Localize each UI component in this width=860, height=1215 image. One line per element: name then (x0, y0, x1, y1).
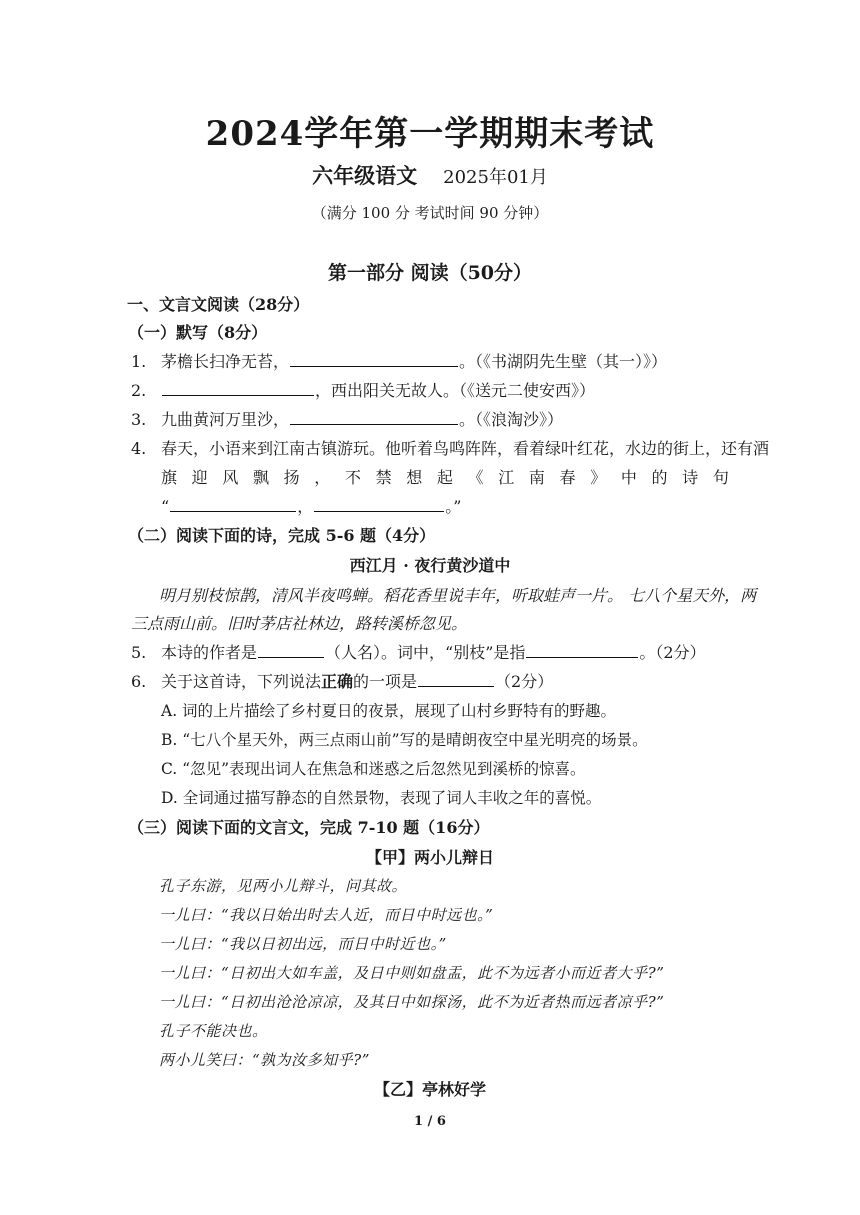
char: 的 (651, 468, 668, 487)
option-a: A. 词的上片描绘了乡村夏日的夜景，展现了山村乡野特有的野趣。 (161, 702, 617, 720)
char: 江 (498, 468, 515, 487)
question-text: 九曲黄河万里沙， (161, 410, 290, 429)
classical-text-line: 一儿曰：“日初出沧沧凉凉，及其日中如探汤，此不为近者热而远者凉乎?” (159, 993, 665, 1011)
answer-blank[interactable] (314, 497, 444, 512)
classical-text-line: 孔子不能决也。 (159, 1022, 268, 1040)
option-d: D. 全词通过描写静态的自然景物，表现了词人丰收之年的喜悦。 (161, 789, 602, 807)
char: 风 (222, 468, 239, 487)
question-number: 2. (131, 381, 147, 400)
char: 《 (467, 468, 484, 487)
subsection-heading: （三）阅读下面的文言文，完成 7-10 题（16分） (128, 818, 490, 837)
answer-blank[interactable] (170, 497, 296, 512)
answer-blank[interactable] (258, 643, 324, 658)
question-number: 6. (131, 672, 147, 691)
question-2 (131, 378, 595, 401)
char: 迎 (191, 468, 208, 487)
question-number: 5. (131, 643, 147, 662)
char: 旗 (161, 468, 178, 487)
emphasis-text: 正确 (321, 672, 354, 691)
subject-label: 六年级语文 (312, 163, 418, 188)
part-heading: 第一部分 阅读（50分） (327, 262, 533, 284)
answer-blank[interactable] (418, 672, 494, 687)
punctuation: ， (297, 497, 314, 516)
char: 春 (559, 468, 576, 487)
question-text: 关于这首诗，下列说法 (161, 672, 322, 691)
poem-line: 明月别枝惊鹊，清风半夜鸣蝉。稻花香里说丰年，听取蛙声一片。 七八个星天外，两 (159, 586, 757, 605)
question-4 (131, 436, 769, 459)
subsection-heading: （一）默写（8分） (128, 323, 268, 342)
question-number: 1. (131, 352, 147, 371)
poem-line: 三点雨山前。旧时茅店社林边，路转溪桥忽见。 (131, 614, 468, 633)
char: 扬 (283, 468, 300, 487)
char: ， (314, 468, 331, 487)
section-heading: 一、文言文阅读（28分） (127, 295, 310, 314)
question-text: ，西出阳关无故人。（《送元二使安西》） (315, 381, 596, 400)
char: 禁 (375, 468, 392, 487)
subsection-heading: （二）阅读下面的诗，完成 5-6 题（4分） (128, 526, 436, 545)
question-4-line2 (161, 465, 729, 488)
question-5 (131, 640, 706, 663)
option-c: C. “忽见”表现出词人在焦急和迷惑之后忽然见到溪桥的惊喜。 (161, 760, 586, 778)
question-score: （2分） (495, 672, 554, 691)
char: 想 (406, 468, 423, 487)
question-text: 茅檐长扫净无苔， (161, 352, 290, 371)
text-title-jia: 【甲】两小儿辩日 (365, 848, 494, 867)
answer-blank[interactable] (290, 352, 458, 367)
answer-blank[interactable] (526, 643, 638, 658)
page-number: 1 / 6 (414, 1114, 446, 1129)
question-source: 。（《书湖阴先生壁（其一）》） (459, 352, 668, 371)
punctuation: 。” (445, 497, 462, 516)
text-title-yi: 【乙】亭林好学 (373, 1080, 486, 1099)
char: 中 (620, 468, 637, 487)
char: 起 (436, 468, 453, 487)
answer-blank[interactable] (290, 410, 458, 425)
exam-date: 2025年01月 (443, 167, 548, 188)
question-4-line3 (161, 494, 461, 517)
question-text: （人名）。词中，“别枝”是指 (325, 643, 526, 662)
char: 》 (590, 468, 607, 487)
quote-mark: “ (161, 497, 170, 516)
question-text: 春天，小语来到江南古镇游玩。他听着鸟鸣阵阵，看着绿叶红花，水边的街上，还有酒 (161, 439, 770, 458)
question-number: 4. (131, 439, 147, 458)
question-text: 的一项是 (353, 672, 418, 691)
char: 南 (528, 468, 545, 487)
question-3 (131, 407, 563, 430)
exam-info: （满分 100 分 考试时间 90 分钟） (311, 204, 549, 222)
classical-text-line: 孔子东游，见两小儿辩斗，问其故。 (159, 877, 408, 895)
char: 不 (344, 468, 361, 487)
question-text: 。（2分） (639, 643, 706, 662)
option-b: B. “七八个星天外，两三点雨山前”写的是晴朗夜空中星光明亮的场景。 (161, 731, 648, 749)
question-6 (131, 669, 553, 692)
answer-blank[interactable] (162, 381, 314, 396)
char: 诗 (682, 468, 699, 487)
question-1 (131, 349, 667, 372)
question-text: 本诗的作者是 (161, 643, 258, 662)
question-number: 3. (131, 410, 147, 429)
exam-title: 2024学年第一学期期末考试 (205, 114, 655, 154)
classical-text-line: 一儿曰：“我以日初出远，而日中时近也。” (159, 935, 447, 953)
classical-text-line: 一儿曰：“日初出大如车盖，及日中则如盘盂，此不为远者小而近者大乎?” (159, 964, 665, 982)
question-source: 。（《浪淘沙》） (459, 410, 564, 429)
exam-subtitle (0, 160, 860, 190)
classical-text-line: 两小儿笑曰：“孰为汝多知乎?” (159, 1051, 370, 1069)
classical-text-line: 一儿曰：“我以日始出时去人近，而日中时远也。” (159, 906, 494, 924)
poem-title: 西江月 · 夜行黄沙道中 (349, 556, 511, 575)
char: 飘 (252, 468, 269, 487)
char: 句 (712, 468, 729, 487)
